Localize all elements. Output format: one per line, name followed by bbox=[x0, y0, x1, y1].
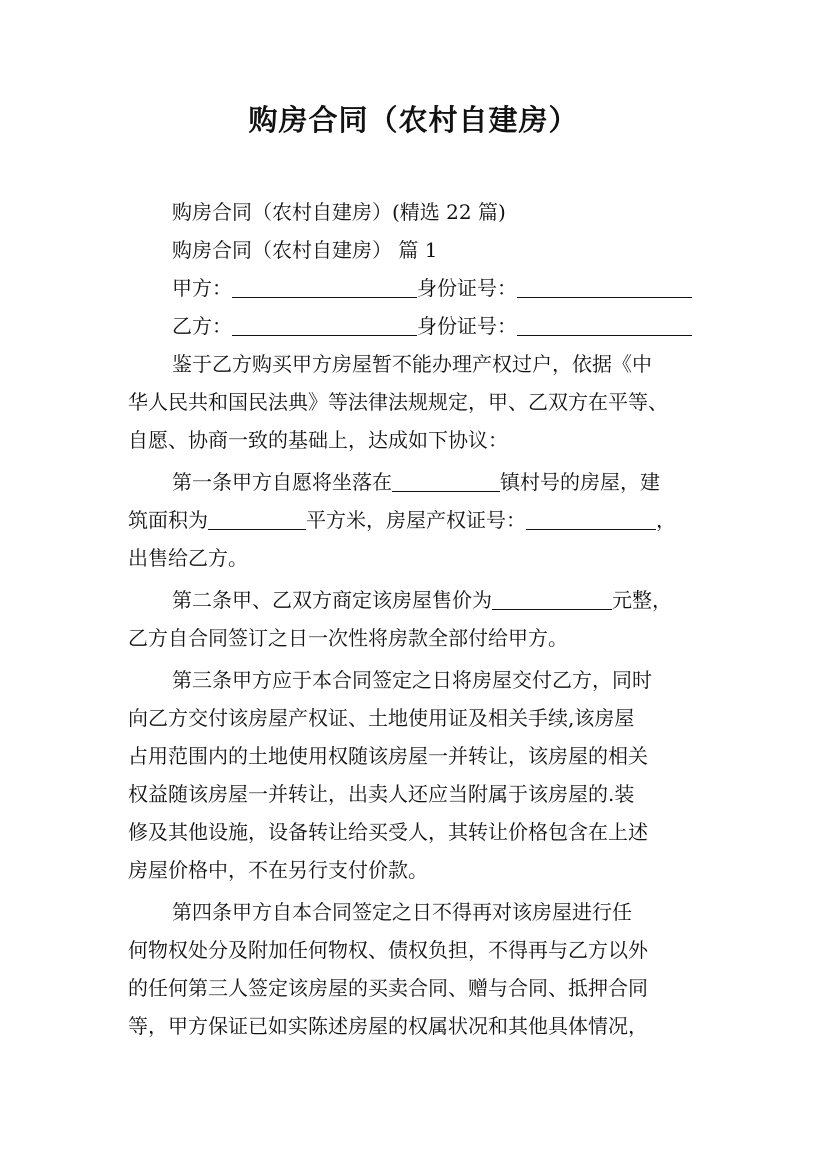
preamble-line: 华人民共和国民法典》等法律法规规定，甲、乙双方在平等、 bbox=[128, 390, 668, 414]
party-a-line bbox=[128, 269, 704, 307]
article-2-text: 元整， bbox=[612, 588, 672, 612]
article-1-line: 出售给乙方。 bbox=[128, 546, 248, 570]
article-2-text: 第二条甲、乙双方商定该房屋售价为 bbox=[172, 588, 492, 612]
document-title: 购房合同（农村自建房） bbox=[248, 103, 579, 137]
article-3-line: 修及其他设施，设备转让给买受人，其转让价格包含在上述 bbox=[128, 820, 648, 844]
party-a-label: 甲方： bbox=[172, 276, 232, 300]
article-2-paragraph bbox=[128, 581, 704, 657]
article-4-line: 的任何第三人签定该房屋的买卖合同、赠与合同、抵押合同 bbox=[128, 976, 648, 1000]
article-3-line: 房屋价格中，不在另行支付价款。 bbox=[128, 858, 428, 882]
article-1-line bbox=[128, 501, 704, 539]
party-b-label: 乙方： bbox=[172, 314, 232, 338]
party-b-id-blank bbox=[517, 311, 692, 336]
article-3-paragraph bbox=[128, 661, 704, 889]
article-3-line: 向乙方交付该房屋产权证、土地使用证及相关手续,该房屋 bbox=[128, 706, 635, 730]
document-body bbox=[128, 193, 704, 1045]
article-1-text: 第一条甲方自愿将坐落在 bbox=[172, 470, 392, 494]
article-4-paragraph bbox=[128, 893, 704, 1045]
party-b-name-blank bbox=[232, 311, 417, 336]
article-1-paragraph bbox=[128, 463, 704, 577]
certificate-number-blank bbox=[526, 505, 656, 530]
article-3-line: 权益随该房屋一并转让，出卖人还应当附属于该房屋的.装 bbox=[128, 782, 635, 806]
article-1-text: 平方米，房屋产权证号： bbox=[306, 508, 526, 532]
article-3-line: 第三条甲方应于本合同签定之日将房屋交付乙方，同时 bbox=[172, 668, 652, 692]
section-heading: 购房合同（农村自建房） 篇 1 bbox=[172, 238, 438, 262]
article-2-line bbox=[128, 581, 704, 619]
party-a-name-blank bbox=[232, 273, 417, 298]
preamble-line: 鉴于乙方购买甲方房屋暂不能办理产权过户，依据《中 bbox=[172, 352, 652, 376]
article-4-line: 何物权处分及附加任何物权、债权负担，不得再与乙方以外 bbox=[128, 938, 648, 962]
article-4-line: 第四条甲方自本合同签定之日不得再对该房屋进行任 bbox=[172, 900, 632, 924]
article-4-line: 等，甲方保证已如实陈述房屋的权属状况和其他具体情况， bbox=[128, 1014, 648, 1038]
article-1-text: 筑面积为 bbox=[128, 508, 208, 532]
party-a-id-label: 身份证号： bbox=[417, 276, 517, 300]
party-a-id-blank bbox=[517, 273, 692, 298]
article-1-text: ， bbox=[656, 508, 676, 532]
party-b-line bbox=[128, 307, 704, 345]
preamble-paragraph bbox=[128, 345, 704, 459]
area-blank bbox=[208, 505, 306, 530]
subtitle: 购房合同（农村自建房）(精选 22 篇) bbox=[172, 200, 506, 224]
article-1-line bbox=[128, 463, 704, 501]
location-blank bbox=[392, 467, 500, 492]
preamble-line: 自愿、协商一致的基础上，达成如下协议： bbox=[128, 428, 508, 452]
price-blank bbox=[492, 585, 612, 610]
party-b-id-label: 身份证号： bbox=[417, 314, 517, 338]
article-2-line: 乙方自合同签订之日一次性将房款全部付给甲方。 bbox=[128, 626, 568, 650]
article-1-text: 镇村号的房屋，建 bbox=[500, 470, 660, 494]
article-3-line: 占用范围内的土地使用权随该房屋一并转让，该房屋的相关 bbox=[128, 744, 648, 768]
